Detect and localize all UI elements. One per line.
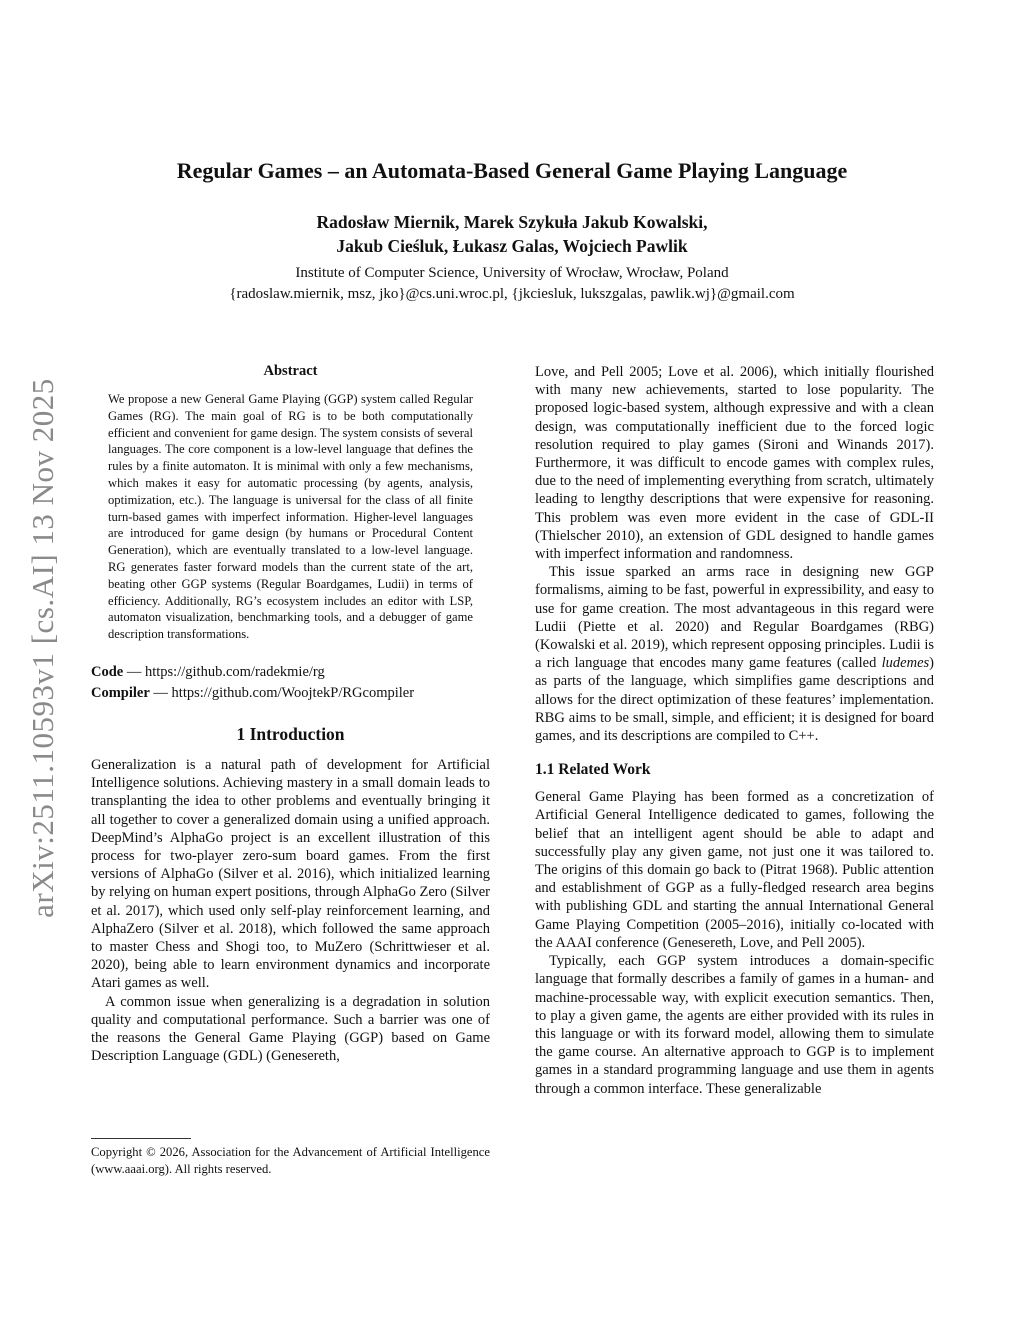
code-separator: —: [123, 663, 145, 680]
related-work-heading: 1.1 Related Work: [535, 761, 651, 779]
emails: {radoslaw.miernik, msz, jko}@cs.uni.wroc.pl, {jkciesluk, lukszgalas, pawlik.wj}@gmail.com: [229, 286, 795, 302]
related-paragraph-1: General Game Playing has been formed as a concretization of Artificial General Intelligence dedicated to games, following the belief that an intelligent agent should be able to adapt and successfully play any given game, not just one it was tailored to. The origins of this domain go back to (Pitrat 1968). Public attention and establishment of GGP as a fully-fledged research area begins with publishing GDL and starting the annual International General Game Playing Competition (2005–2016), initially co-located with the AAAI conference (Genesereth, Love, and Pell 2005).: [535, 789, 934, 951]
abstract-text: We propose a new General Game Playing (GGP) system called Regular Games (RG). The main goal of RG is to be both computationally efficient and convenient for game design. The system consists of several languages. The core component is a low-level language that defines the rules by a finite automaton. It is minimal with only a few mechanisms, which makes it easy for automatic processing (by agents, analysis, optimization, etc.). The language is universal for the class of all finite turn-based games with imperfect information. Higher-level languages are introduced for game design (by humans or Procedural Content Generation), which are eventually translated to a low-level language. RG generates faster forward models than the current state of the art, beating other GGP systems (Regular Boardgames, Ludii) in terms of efficiency. Additionally, RG’s ecosystem includes an editor with LSP, automaton visualization, benchmarking tools, and a debugger of game description transformations.: [108, 392, 473, 642]
affiliation: [0, 263, 1024, 305]
compiler-label: Compiler: [91, 684, 150, 701]
intro-paragraph-1: Generalization is a natural path of development for Artificial Intelligence solutions. Achieving mastery in a small domain leads to transplanting the idea to other problems and eventually bringing it all together to cover a generalized domain using a unified approach. DeepMind’s AlphaGo project is an excellent illustration of this process for two-player zero-sum board games. From the first versions of AlphaGo (Silver et al. 2016), which initialized learning by relying on human expert positions, through AlphaGo Zero (Silver et al. 2017), which used only self-play reinforcement learning, and AlphaZero (Silver et al. 2018), which followed the same approach to master Chess and Shogi too, to MuZero (Schrittwieser et al. 2020), being able to learn environment dynamics and incorporate Atari games as well.: [91, 756, 490, 992]
code-link-row: [91, 662, 490, 683]
footnote-rule: [91, 1138, 191, 1139]
p2-text-after: ) as parts of the language, which simplifies game descriptions and allows for the direct optimization of these features’ implementation. RBG aims to be small, simple, and efficient; it is designed for board games, and its descriptions are compiled to C++.: [535, 655, 934, 745]
intro-paragraph-2: A common issue when generalizing is a degradation in solution quality and computational performance. Such a barrier was one of the reasons the General Game Playing (GGP) based on Game Description Language (GDL) (Genesereth,: [91, 993, 490, 1065]
authors-line-1: Radosław Miernik, Marek Szykuła Jakub Kowalski,: [316, 212, 708, 232]
compiler-separator: —: [149, 684, 172, 701]
author-list: [0, 210, 1024, 258]
introduction-heading: 1 Introduction: [236, 723, 345, 744]
authors-line-2: Jakub Cieśluk, Łukasz Galas, Wojciech Pawlik: [336, 236, 688, 256]
copyright-text: Copyright © 2026, Association for the Advancement of Artificial Intelligence (www.aaai.org). All rights reserved.: [91, 1145, 490, 1176]
right-paragraph-2: [535, 563, 934, 745]
arxiv-stamp: [18, 375, 68, 920]
compiler-link[interactable]: https://github.com/WoojtekP/RGcompiler: [171, 684, 415, 701]
code-label: Code: [91, 663, 124, 680]
right-paragraph-1: Love, and Pell 2005; Love et al. 2006), which initially flourished with many new achievements, started to lose popularity. The proposed logic-based system, although expressive and with a clean design, was computationally inefficient due to the forced logic resolution required to play games (Sironi and Winands 2017). Furthermore, it was difficult to encode games with complex rules, due to the need of implementing everything from scratch, ultimately leading to lengthy descriptions that were expensive for reasoning. This problem was even more evident in the case of GDL-II (Thielscher 2010), an extension of GDL designed to handle games with imperfect information and randomness.: [535, 364, 934, 563]
arxiv-id: arXiv:2511.10593v1 [cs.AI] 13 Nov 2025: [25, 377, 60, 918]
paper-title: Regular Games – an Automata-Based General Game Playing Language: [176, 158, 848, 183]
institute: Institute of Computer Science, University of Wrocław, Wrocław, Poland: [295, 265, 729, 281]
resource-links: [91, 662, 490, 704]
ludemes-term: ludemes: [881, 655, 930, 672]
copyright-footnote: [91, 1138, 490, 1178]
left-column: [91, 363, 490, 1065]
code-link[interactable]: https://github.com/radekmie/rg: [144, 663, 325, 680]
compiler-link-row: [91, 683, 490, 704]
right-column: [535, 363, 934, 1098]
related-paragraph-2: Typically, each GGP system introduces a domain-specific language that formally describes a family of games in a human- and machine-processable way, with explicit execution semantics. Then, to play a given game, the agents are either provided with its rules in this language or with its forward model, allowing them to simulate the game course. An alternative approach to GGP is to implement games in a standard programming language and use them in agents through a common interface. These generalizable: [535, 953, 934, 1097]
abstract-heading: Abstract: [263, 363, 318, 379]
p2-text-before: This issue sparked an arms race in designing new GGP formalisms, aiming to be fast, powerful in expressibility, and easy to use for game creation. The most advantageous in this regard were Ludii (Piette et al. 2020) and Regular Boardgames (RBG) (Kowalski et al. 2019), which represent opposing principles. Ludii is a rich language that encodes many game features (called: [535, 564, 934, 672]
